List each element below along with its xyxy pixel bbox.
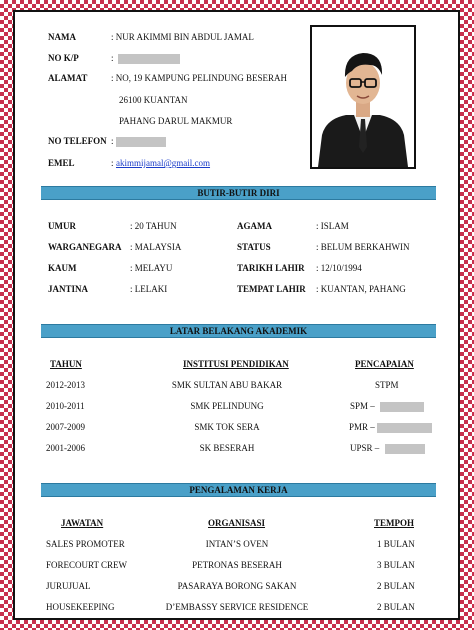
ic-colon: : xyxy=(111,53,114,63)
edu-row-school: SMK TOK SERA xyxy=(194,422,260,432)
race-label: KAUM xyxy=(48,263,77,273)
gender-value: : LELAKI xyxy=(130,284,168,294)
nationality-value: : MALAYSIA xyxy=(130,242,182,252)
nationality-label: WARGANEGARA xyxy=(48,242,122,252)
name-value: : NUR AKIMMI BIN ABDUL JAMAL xyxy=(111,32,254,42)
email-link[interactable]: akimmijamal@gmail.com xyxy=(116,158,211,168)
edu-row-school: SMK SULTAN ABU BAKAR xyxy=(171,380,283,390)
redacted-result xyxy=(377,423,432,433)
address-label: ALAMAT xyxy=(48,73,88,83)
section-header-personal-details: BUTIR-BUTIR DIRI xyxy=(41,186,436,200)
work-header-organization: ORGANISASI xyxy=(208,518,266,528)
work-row-duration: 2 BULAN xyxy=(377,581,415,591)
redacted-result xyxy=(380,402,424,412)
work-header-position: JAWATAN xyxy=(61,518,104,528)
work-row-org: D’EMBASSY SERVICE RESIDENCE xyxy=(165,602,309,612)
redacted-phone-number xyxy=(116,137,166,147)
edu-row-year: 2012-2013 xyxy=(46,380,85,390)
edu-row-result: UPSR – xyxy=(350,443,380,453)
religion-value: : ISLAM xyxy=(316,221,349,231)
work-row-duration: 3 BULAN xyxy=(377,560,415,570)
address-line-1: : NO, 19 KAMPUNG PELINDUNG BESERAH xyxy=(111,73,288,83)
edu-row-school: SK BESERAH xyxy=(199,443,255,453)
redacted-result xyxy=(385,444,425,454)
name-label: NAMA xyxy=(48,32,76,42)
work-row-position: HOUSEKEEPING xyxy=(46,602,115,612)
section-header-work: PENGALAMAN KERJA xyxy=(41,483,436,497)
gender-label: JANTINA xyxy=(48,284,89,294)
edu-row-result: PMR – xyxy=(349,422,375,432)
work-row-org: PASARAYA BORONG SAKAN xyxy=(177,581,297,591)
edu-row-school: SMK PELINDUNG xyxy=(190,401,264,411)
section-header-education: LATAR BELAKANG AKADEMIK xyxy=(41,324,436,338)
birth-place-value: : KUANTAN, PAHANG xyxy=(316,284,406,294)
work-header-duration: TEMPOH xyxy=(374,518,414,528)
address-line-2: 26100 KUANTAN xyxy=(119,95,188,105)
birth-date-label: TARIKH LAHIR xyxy=(237,263,305,273)
edu-row-result: STPM xyxy=(375,380,399,390)
edu-header-year: TAHUN xyxy=(50,359,82,369)
work-row-position: FORECOURT CREW xyxy=(46,560,128,570)
work-row-position: SALES PROMOTER xyxy=(46,539,125,549)
work-row-duration: 1 BULAN xyxy=(377,539,415,549)
status-value: : BELUM BERKAHWIN xyxy=(316,242,410,252)
edu-row-result: SPM – xyxy=(350,401,375,411)
email-colon: : xyxy=(111,158,114,168)
status-label: STATUS xyxy=(237,242,271,252)
work-row-duration: 2 BULAN xyxy=(377,602,415,612)
work-row-org: INTAN’S OVEN xyxy=(205,539,269,549)
ic-label: NO K/P xyxy=(48,53,79,63)
profile-photo xyxy=(310,25,416,169)
religion-label: AGAMA xyxy=(237,221,272,231)
work-row-position: JURUJUAL xyxy=(46,581,91,591)
resume-page xyxy=(13,10,460,620)
age-value: : 20 TAHUN xyxy=(130,221,177,231)
edu-row-year: 2007-2009 xyxy=(46,422,85,432)
email-label: EMEL xyxy=(48,158,75,168)
work-row-org: PETRONAS BESERAH xyxy=(192,560,282,570)
phone-label: NO TELEFON xyxy=(48,136,107,146)
edu-header-institution: INSTITUSI PENDIDIKAN xyxy=(183,359,289,369)
edu-row-year: 2010-2011 xyxy=(46,401,85,411)
birth-date-value: : 12/10/1994 xyxy=(316,263,362,273)
birth-place-label: TEMPAT LAHIR xyxy=(237,284,306,294)
address-line-3: PAHANG DARUL MAKMUR xyxy=(119,116,233,126)
edu-row-year: 2001-2006 xyxy=(46,443,85,453)
age-label: UMUR xyxy=(48,221,76,231)
race-value: : MELAYU xyxy=(130,263,173,273)
edu-header-achievement: PENCAPAIAN xyxy=(355,359,414,369)
redacted-ic-number xyxy=(118,54,180,64)
phone-colon: : xyxy=(111,136,114,146)
portrait-image xyxy=(312,27,414,167)
